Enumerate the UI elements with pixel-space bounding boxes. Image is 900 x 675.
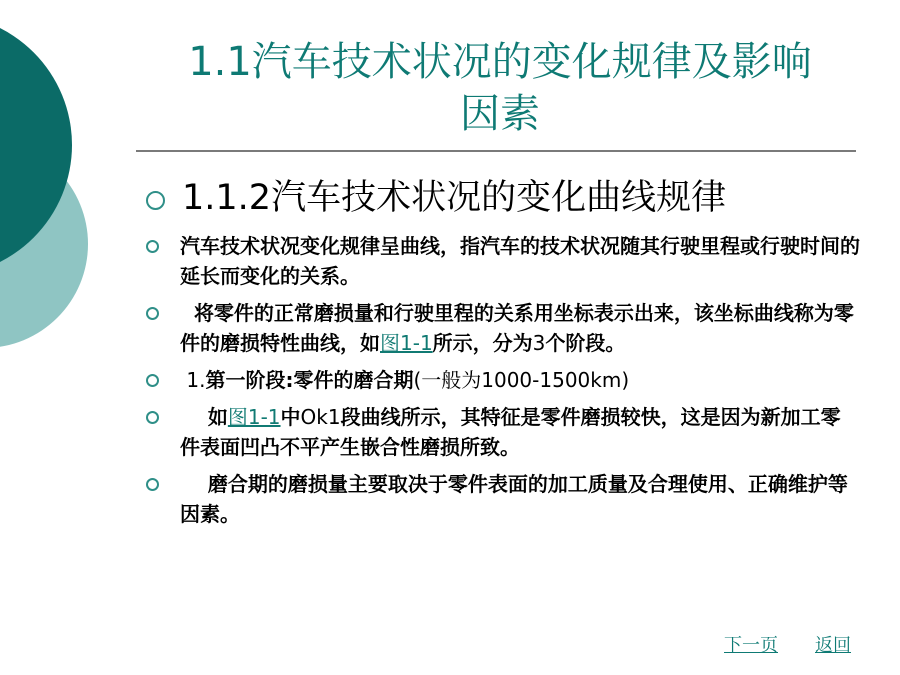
subheading bbox=[140, 175, 860, 221]
figure-link[interactable]: 图1-1 bbox=[380, 331, 433, 355]
bullet-item bbox=[140, 365, 860, 395]
bullet-text: 汽车技术状况变化规律呈曲线，指汽车的技术状况随其行驶里程或行驶时间的延长而变化的关系。 bbox=[180, 234, 860, 288]
bullet-text: 个阶段。 bbox=[545, 331, 626, 355]
bullet-circle-icon bbox=[146, 411, 159, 424]
slide-title bbox=[140, 36, 860, 140]
bullet-item bbox=[140, 402, 860, 462]
figure-link[interactable]: 图1-1 bbox=[227, 405, 281, 429]
slide-title-line1: 1.1汽车技术状况的变化规律及影响 bbox=[188, 39, 812, 85]
back-link[interactable]: 返回 bbox=[815, 635, 851, 656]
subheading-text: 汽车技术状况的变化曲线规律 bbox=[271, 178, 727, 218]
bullet-circle-icon bbox=[146, 374, 159, 387]
bullet-item bbox=[140, 469, 860, 529]
bullet-number: Ok1 bbox=[300, 405, 341, 429]
bullet-circle-icon bbox=[146, 191, 165, 210]
bullet-text: 如 bbox=[180, 405, 228, 429]
bullet-circle-icon bbox=[146, 307, 159, 320]
bullet-text: 段曲线所示，其特征是零件磨损较快，这是因为新加工零件表面凹凸不平产生嵌合性磨损所致。 bbox=[180, 405, 841, 459]
bullet-circle-icon bbox=[146, 478, 159, 491]
bullet-circle-icon bbox=[146, 240, 159, 253]
bullet-item bbox=[140, 231, 860, 291]
bullet-paren: (一般为1000-1500km) bbox=[413, 368, 630, 392]
bullet-text: 将零件的正常磨损量和行驶里程的关系用坐标表示出来，该坐标曲线称为零件的磨损特性曲线，如 bbox=[180, 301, 854, 355]
bullet-text: 中 bbox=[280, 405, 301, 429]
next-page-link[interactable]: 下一页 bbox=[724, 635, 778, 656]
subheading-number: 1.1.2 bbox=[182, 178, 272, 218]
bullet-list bbox=[140, 175, 860, 536]
title-divider bbox=[136, 150, 856, 152]
bullet-text: 所示，分为 bbox=[432, 331, 533, 355]
bullet-number: 1. bbox=[180, 368, 206, 392]
bullet-text: 第一阶段:零件的磨合期 bbox=[205, 368, 414, 392]
bullet-text: 磨合期的磨损量主要取决于零件表面的加工质量及合理使用、正确维护等因素。 bbox=[180, 472, 848, 526]
bullet-item bbox=[140, 298, 860, 358]
slide-title-line2: 因素 bbox=[460, 91, 540, 137]
bullet-number: 3 bbox=[532, 331, 546, 355]
